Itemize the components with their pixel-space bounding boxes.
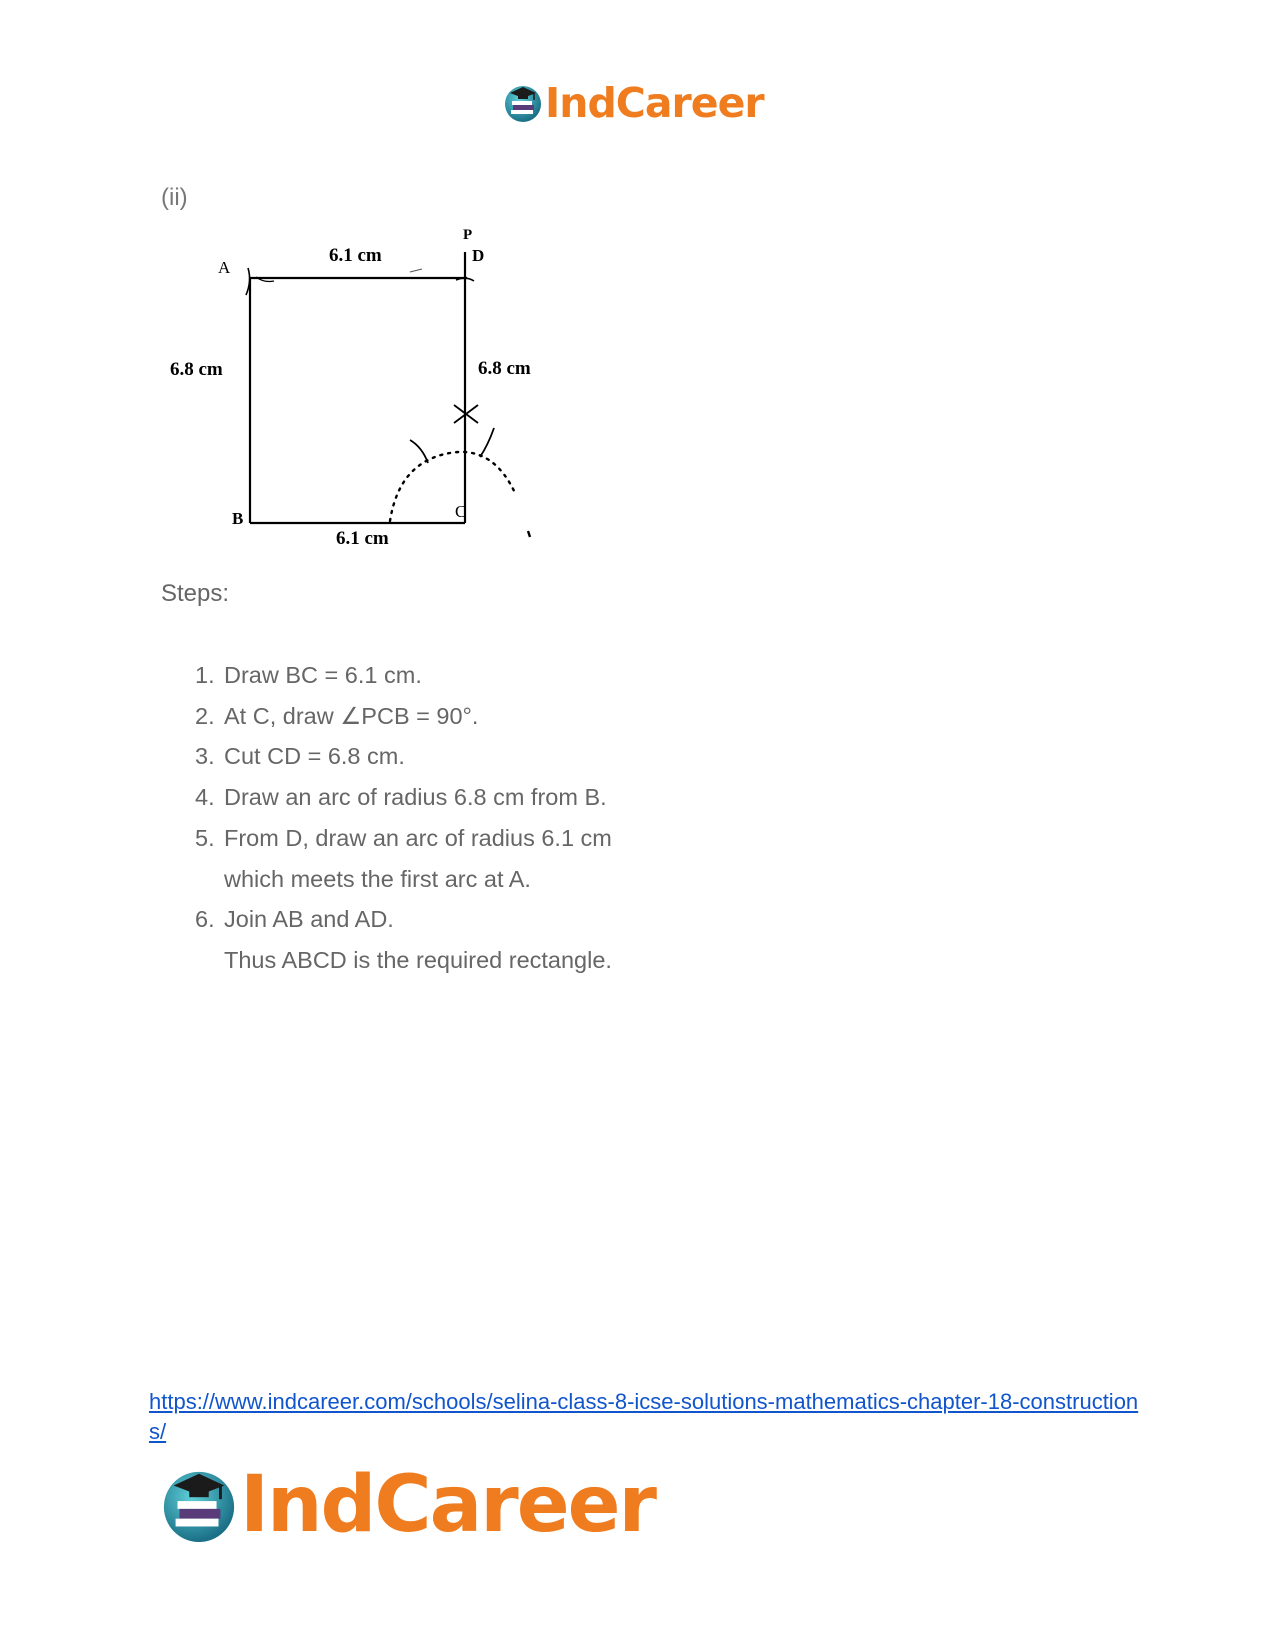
- tick-near-top: [410, 269, 422, 272]
- step-number: 6.: [195, 906, 215, 933]
- vertex-label-d: D: [472, 246, 485, 265]
- step-number: 3.: [195, 743, 215, 770]
- step-text: Join AB and AD.: [224, 906, 394, 933]
- steps-list: [195, 655, 795, 981]
- step-text: From D, draw an arc of radius 6.1 cm: [224, 824, 612, 851]
- vertex-label-c: C: [455, 502, 467, 521]
- top-side-length: 6.1 cm: [329, 245, 382, 266]
- step-text: Cut CD = 6.8 cm.: [224, 743, 405, 770]
- right-side-length: 6.8 cm: [478, 358, 531, 379]
- arc-cut-left: [410, 440, 428, 463]
- part-label: (ii): [161, 184, 188, 211]
- conclusion-text: Thus ABCD is the required rectangle.: [224, 946, 612, 973]
- arc-cut-right: [480, 428, 494, 457]
- list-item: [195, 777, 795, 818]
- rectangle-construction-figure: [160, 225, 580, 570]
- step-number: 1.: [195, 662, 215, 688]
- vertex-label-a: A: [218, 258, 231, 277]
- point-label-p: P: [463, 227, 473, 243]
- step-number: 5.: [195, 824, 215, 851]
- list-item: [195, 696, 795, 737]
- logo-wordmark: IndCareer: [240, 1460, 655, 1550]
- indcareer-logo-footer: [160, 1462, 655, 1548]
- source-url-link[interactable]: https://www.indcareer.com/schools/selina-class-8-icse-solutions-mathematics-chapter-18-constructions/: [149, 1389, 1139, 1444]
- indcareer-logo-header: [503, 80, 764, 126]
- globe-graduation-cap-icon: [160, 1466, 238, 1544]
- list-item: [195, 818, 795, 899]
- step-text: Draw an arc of radius 6.8 cm from B.: [224, 784, 607, 811]
- step-number: 4.: [195, 784, 215, 811]
- list-item: [195, 899, 795, 940]
- step-text: At C, draw ∠PCB = 90°.: [224, 702, 479, 729]
- globe-graduation-cap-icon: [503, 83, 543, 123]
- list-item: [195, 736, 795, 777]
- vertex-label-b: B: [232, 509, 244, 528]
- stray-mark: [528, 531, 530, 537]
- logo-wordmark: IndCareer: [545, 79, 764, 127]
- list-item: [195, 655, 795, 696]
- step-text: Draw BC = 6.1 cm.: [224, 662, 422, 688]
- step-number: 2.: [195, 702, 215, 729]
- steps-heading: Steps:: [161, 580, 230, 607]
- bottom-side-length: 6.1 cm: [336, 528, 389, 549]
- dotted-arc: [390, 452, 515, 521]
- left-side-length: 6.8 cm: [170, 359, 223, 380]
- step-text-continued: which meets the first arc at A.: [224, 865, 531, 892]
